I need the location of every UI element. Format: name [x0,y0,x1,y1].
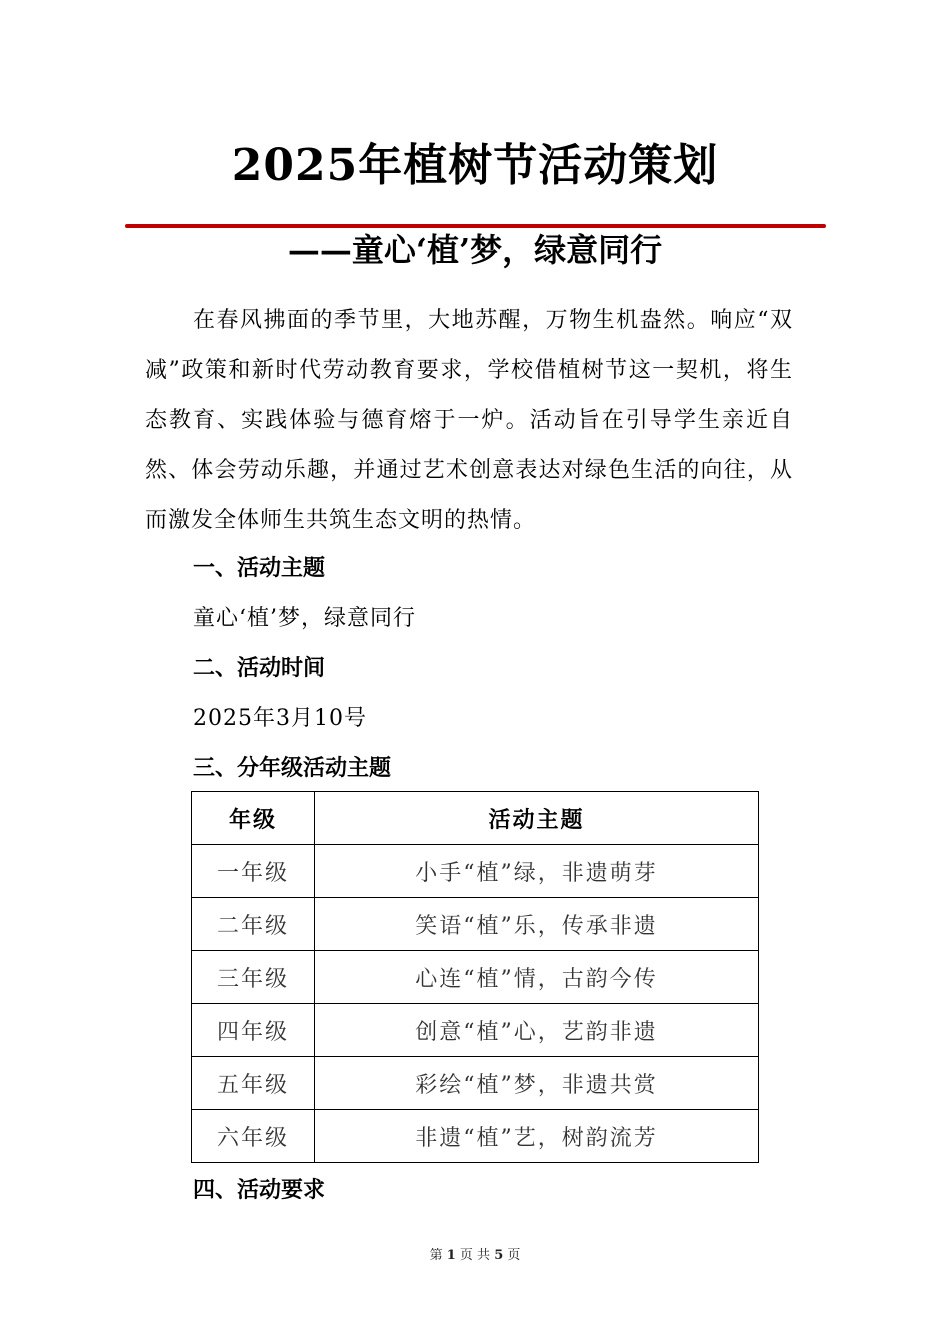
theme-cell: 笑语“植”乐，传承非遗 [315,898,759,951]
section-heading-grades: 三、分年级活动主题 [193,756,392,781]
table-row [192,951,759,1004]
theme-cell: 非遗“植”艺，树韵流芳 [315,1110,759,1163]
table-header-theme: 活动主题 [315,792,759,845]
intro-paragraph: 在春风拂面的季节里，大地苏醒，万物生机盎然。响应“双减”政策和新时代劳动教育要求，学校借植树节这一契机，将生态教育、实践体验与德育熔于一炉。活动旨在引导学生亲近自然、体会劳动乐趣，并通过艺术创意表达对绿色生活的向往，从而激发全体师生共筑生态文明的热情。 [145,308,793,533]
table-row [192,845,759,898]
document-subtitle: ——童心‘植’梦，绿意同行 [287,231,663,269]
table-row [192,1057,759,1110]
table-row [192,1110,759,1163]
table-row [192,898,759,951]
footer-page-number: 1 [446,1248,456,1263]
grade-cell: 六年级 [192,1110,315,1163]
time-text: 2025年3月10号 [193,706,367,731]
section-heading-requirements: 四、活动要求 [193,1178,326,1203]
page-footer [0,1246,950,1266]
table-header-grade: 年级 [192,792,315,845]
footer-suffix: 页 [507,1248,521,1263]
table-row [192,1004,759,1057]
theme-text: 童心‘植’梦，绿意同行 [193,606,416,631]
theme-cell: 创意“植”心，艺韵非遗 [315,1004,759,1057]
grade-cell: 一年级 [192,845,315,898]
document-title: 2025年植树节活动策划 [231,140,719,191]
grade-cell: 五年级 [192,1057,315,1110]
grade-cell: 二年级 [192,898,315,951]
theme-cell: 心连“植”情，古韵今传 [315,951,759,1004]
footer-prefix: 第 [429,1248,443,1263]
section-heading-theme: 一、活动主题 [193,556,326,581]
grade-cell: 四年级 [192,1004,315,1057]
table-header-row [192,792,759,845]
footer-total-pages: 5 [494,1248,504,1263]
footer-middle: 页 共 [459,1248,491,1263]
section-heading-time: 二、活动时间 [193,656,326,681]
theme-cell: 小手“植”绿，非遗萌芽 [315,845,759,898]
grade-cell: 三年级 [192,951,315,1004]
grade-theme-table [191,791,759,1163]
theme-cell: 彩绘“植”梦，非遗共赏 [315,1057,759,1110]
